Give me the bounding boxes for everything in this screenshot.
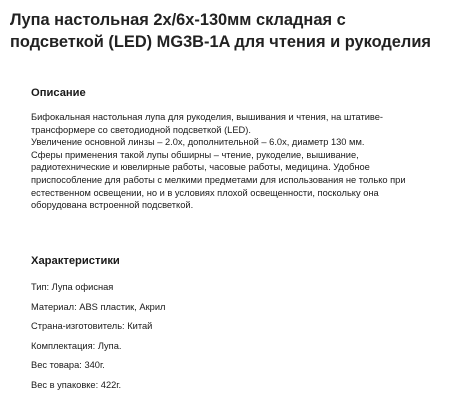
specs-heading: Характеристики <box>31 255 120 267</box>
spec-weight: Вес товара: 340г. <box>31 360 105 371</box>
description-heading: Описание <box>31 87 86 99</box>
description-line: радиотехнические и ювелирные работы, часовые работы, медицина. Удобное <box>31 162 370 173</box>
description-line: Бифокальная настольная лупа для рукоделия, вышивания и чтения, на штативе- <box>31 112 384 122</box>
description-line: трансформере со светодиодной подсветкой (LED). <box>31 124 251 135</box>
description-line: Увеличение основной линзы – 2.0x, дополнительной – 6.0x, диаметр 130 мм. <box>31 137 365 148</box>
description-line: естественном освещении, но и в условиях плохой освещенности, поскольку она <box>31 187 379 198</box>
spec-packed-weight: Вес в упаковке: 422г. <box>31 379 122 390</box>
spec-type: Тип: Лупа офисная <box>31 282 114 292</box>
specs-list <box>31 281 431 399</box>
product-title-line-1: Лупа настольная 2x/6x-130мм складная с <box>10 11 346 29</box>
spec-country: Страна-изготовитель: Китай <box>31 321 153 332</box>
product-title <box>10 9 450 53</box>
description-line: приспособление для работы с мелкими предметами для использования не только при <box>31 174 406 185</box>
spec-package-contents: Комплектация: Лупа. <box>31 340 122 351</box>
product-title-line-2: подсветкой (LED) MG3B-1A для чтения и рукоделия <box>10 33 431 51</box>
description-line: оборудована встроенной подсветкой. <box>31 200 194 211</box>
description-text <box>31 111 455 212</box>
spec-material: Материал: ABS пластик, Акрил <box>31 301 166 312</box>
description-line: Сферы применения такой лупы обширны – чтение, рукоделие, вышивание, <box>31 149 359 160</box>
